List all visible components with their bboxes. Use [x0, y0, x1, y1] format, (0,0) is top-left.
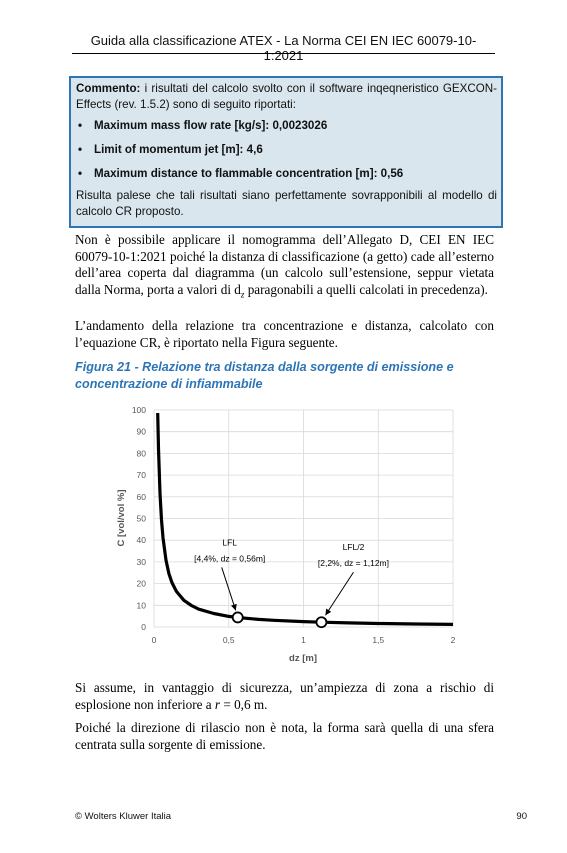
y-tick-label: 0 — [141, 622, 146, 632]
annotation-arrows — [222, 567, 354, 615]
footer-page-number: 90 — [516, 811, 527, 822]
annotation-arrowhead — [231, 604, 237, 611]
results-list — [76, 118, 497, 182]
curve-marker — [316, 617, 326, 627]
y-tick-label: 20 — [136, 578, 146, 589]
y-tick-label: 60 — [136, 491, 146, 502]
result-flammable-distance: • Maximum distance to flammable concentration [m]: 0,56 — [76, 166, 497, 182]
paragraph-sphere: Poiché la direzione di rilascio non è nota, la forma sarà quella di una sfera centrata sulla sorgente di emissione. — [75, 720, 494, 752]
x-tick-label: 1 — [301, 635, 306, 645]
x-axis-label: dz [m] — [289, 653, 317, 664]
figure-caption: Figura 21 - Relazione tra distanza dalla sorgente di emissione e concentrazione di infiammabile — [75, 360, 454, 391]
x-tick-label: 1,5 — [372, 635, 385, 645]
curve-marker — [233, 612, 243, 622]
x-tick-labels — [152, 635, 456, 645]
comment-lead: Commento: — [76, 82, 141, 95]
grid-horizontal — [154, 410, 453, 627]
annotation-arrow — [325, 572, 353, 615]
y-axis-label: C [vol/vol %] — [116, 489, 127, 547]
annotation-detail: [4,4%, dz = 0,56m] — [194, 553, 266, 564]
paragraph-trend: L’andamento della relazione tra concentrazione e distanza, calcolato con l’equazione CR, è riportato nella Figura seguente. — [75, 318, 494, 350]
x-tick-label: 0 — [151, 635, 157, 645]
header-rule — [72, 53, 495, 54]
comment-closing: Risulta palese che tali risultati siano perfettamente sovrapponibili al modello di calcolo CR proposto. — [76, 189, 497, 218]
comment-box — [69, 76, 503, 228]
paragraph-assumption: Si assume, in vantaggio di sicurezza, un’ampiezza di zona a rischio di esplosione non inferiore a r = 0,6 m. — [75, 680, 494, 712]
y-tick-labels — [132, 405, 146, 632]
annotation-detail: [2,2%, dz = 1,12m] — [317, 558, 389, 569]
concentration-curve — [158, 413, 453, 624]
y-tick-label: 50 — [136, 513, 146, 524]
annotation-arrow — [222, 567, 236, 610]
comment-intro-text: i risultati del calcolo svolto con il software inqeqneristico GEXCON-Effects (rev. 1.5.2) sono di seguito riportati: — [76, 82, 497, 111]
y-tick-label: 30 — [136, 556, 146, 567]
y-tick-label: 90 — [136, 426, 146, 437]
result-mass-flow: • Maximum mass flow rate [kg/s]: 0,0023026 — [76, 118, 497, 134]
grid-vertical — [154, 410, 453, 627]
annotation-arrowhead — [325, 609, 331, 616]
annotation-title: LFL — [222, 537, 238, 548]
paragraph-nomogram: Non è possibile applicare il nomogramma dell’Allegato D, CEI EN IEC 60079-10-1:2021 poiché la distanza di classificazione (a getto) cade all’esterno dell’area coperta dal diagramma (un calcolo sull’estensione, seppur vietata dalla Norma, porta a valori di $d_z$ paragonabili a quelli calcolati in precedenza). — [75, 232, 494, 300]
footer-publisher: © Wolters Kluwer Italia — [75, 811, 172, 822]
chart-annotations — [194, 537, 389, 568]
y-tick-label: 10 — [136, 600, 146, 611]
x-tick-label: 0,5 — [222, 635, 235, 645]
y-tick-label: 40 — [136, 535, 146, 546]
curve-markers — [233, 612, 327, 627]
y-tick-label: 70 — [136, 470, 146, 481]
y-tick-label: 80 — [136, 448, 146, 459]
running-header: Guida alla classificazione ATEX - La Norma CEI EN IEC 60079-10-1:2021 — [90, 33, 477, 63]
result-momentum-jet: • Limit of momentum jet [m]: 4,6 — [76, 142, 497, 158]
x-tick-label: 2 — [450, 635, 456, 645]
comment-intro — [76, 81, 497, 113]
annotation-title: LFL/2 — [342, 542, 365, 553]
y-tick-label: 100 — [131, 405, 146, 415]
